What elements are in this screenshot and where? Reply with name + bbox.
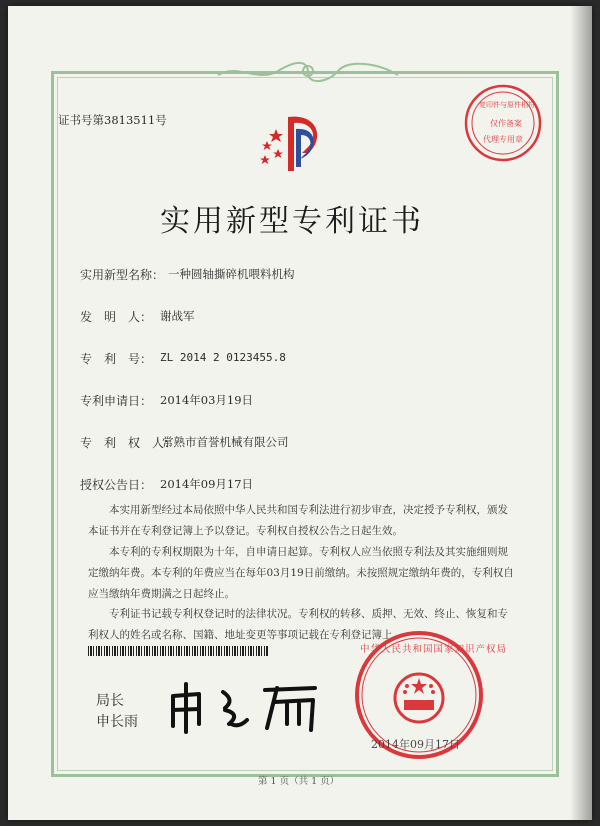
page-number: 第 1 页（共 1 页）: [258, 776, 340, 787]
field-value-grant-date: 2014年09月17日: [160, 477, 254, 491]
patent-office-logo: [254, 107, 334, 177]
field-label-inventor: 发 明 人：: [80, 310, 153, 324]
official-seal-text: 中华人民共和国国家知识产权局: [360, 644, 508, 655]
paragraph-1: 本实用新型经过本局依照中华人民共和国专利法进行初步审查，决定授予专利权，颁发本证书并在专利登记簿上予以登记。专利权自授权公告之日起生效。: [88, 504, 508, 537]
barcode: [88, 646, 268, 656]
certificate-title: 实用新型专利证书: [160, 204, 424, 239]
agency-stamp-bottom-text: 代理专用章: [483, 135, 523, 144]
field-value-patentee: 常熟市首誉机械有限公司: [162, 435, 289, 449]
page-edge-shadow: [570, 6, 592, 820]
seal-date: 2014年09月17日: [371, 738, 460, 751]
field-value-application-date: 2014年03月19日: [160, 393, 254, 407]
field-value-inventor: 谢战军: [160, 309, 195, 323]
national-emblem-icon: [395, 674, 443, 722]
agency-stamp-mid-text: 仅作备案: [490, 119, 522, 128]
signature-name: 申长雨: [96, 714, 138, 730]
field-value-name: 一种圆轴撕碎机喂料机构: [168, 267, 295, 281]
signature-title: 局长: [96, 693, 124, 709]
paragraph-3: 专利证书记载专利权登记时的法律状况。专利权的转移、质押、无效、终止、恢复和专利权人的姓名或名称、国籍、地址变更等事项记载在专利登记簿上。: [88, 608, 508, 641]
field-label-patent-no: 专 利 号：: [80, 352, 153, 366]
field-label-name: 实用新型名称：: [80, 268, 165, 282]
agency-stamp-top-text: 复印件与原件相符: [479, 101, 535, 109]
field-value-patent-no: ZL 2014 2 0123455.8: [160, 351, 286, 364]
field-label-patentee: 专 利 权 人：: [80, 436, 177, 450]
certificate-number: 证书号第3813511号: [58, 113, 167, 127]
logo-stars: [260, 129, 283, 164]
logo-p-blue: [296, 129, 314, 167]
top-border-ornament: [218, 61, 398, 85]
field-label-application-date: 专利申请日：: [80, 394, 153, 408]
field-label-grant-date: 授权公告日：: [80, 478, 153, 492]
paragraph-2: 本专利的专利权期限为十年，自申请日起算。专利权人应当依照专利法及其实施细则规定缴纳年费。本专利的年费应当在每年03月19日前缴纳。未按照规定缴纳年费的，专利权自应当缴纳年费期满之日起终止。: [88, 546, 514, 600]
handwritten-signature: [165, 674, 335, 736]
